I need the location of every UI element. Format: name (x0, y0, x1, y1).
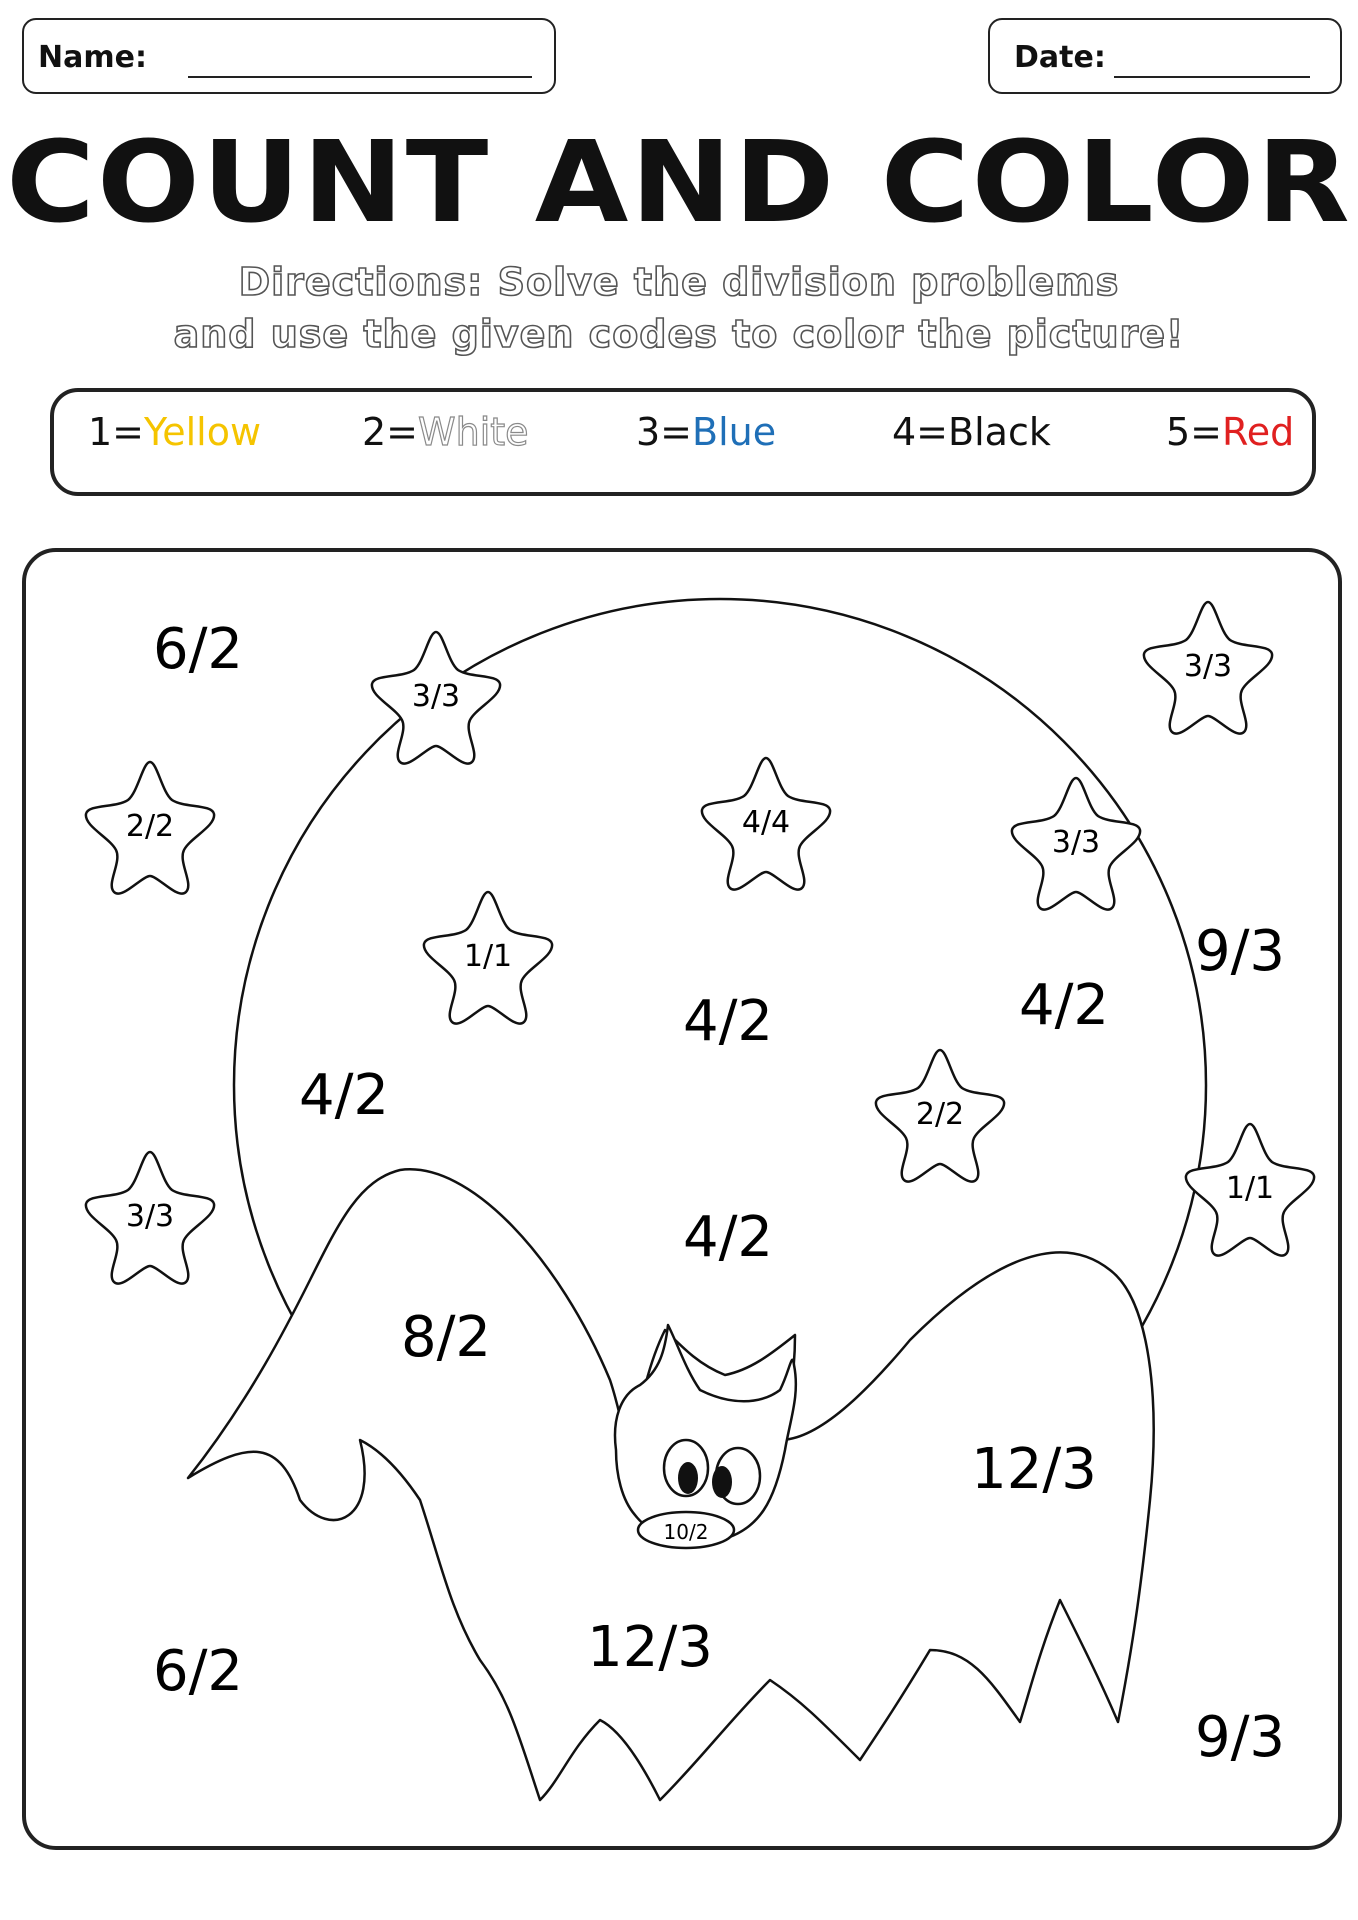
star-problem: 3/3 (1051, 825, 1101, 860)
key-color-red: Red (1222, 410, 1295, 454)
moon-problem: 4/2 (298, 1063, 390, 1128)
star-2[interactable] (1144, 602, 1272, 734)
star-problem: 3/3 (411, 679, 461, 714)
star-problem: 1/1 (463, 939, 513, 974)
star-9[interactable] (1186, 1124, 1314, 1256)
nose-problem: 10/2 (663, 1520, 709, 1544)
key-number: 3= (636, 410, 693, 454)
key-color-yellow: Yellow (144, 410, 262, 454)
directions-line-1: Directions: Solve the division problems (238, 260, 1120, 304)
bat-pupil-right (712, 1466, 732, 1498)
bat-problem: 12/3 (587, 1615, 713, 1680)
moon-problem: 4/2 (682, 989, 774, 1054)
sky-problem: 9/3 (1194, 1705, 1286, 1770)
sky-problem: 9/3 (1194, 919, 1286, 984)
key-color-blue: Blue (692, 410, 777, 454)
page-title: COUNT AND COLOR (6, 118, 1352, 248)
star-problem: 3/3 (125, 1199, 175, 1234)
name-label: Name: (38, 40, 147, 75)
star-problem: 1/1 (1225, 1171, 1275, 1206)
key-number: 2= (362, 410, 419, 454)
key-color-white: White (418, 410, 529, 454)
bat-problem: 8/2 (400, 1305, 492, 1370)
sky-problem: 6/2 (152, 1639, 244, 1704)
star-problem: 2/2 (915, 1097, 965, 1132)
directions-line-2: and use the given codes to color the picture! (173, 312, 1185, 356)
moon-problem: 4/2 (682, 1205, 774, 1270)
star-3[interactable] (86, 762, 214, 894)
key-number: 5= (1166, 410, 1223, 454)
star-problem: 4/4 (741, 805, 791, 840)
key-number: 4= (892, 410, 949, 454)
star-problem: 2/2 (125, 809, 175, 844)
star-8[interactable] (86, 1152, 214, 1284)
key-color-black: Black (948, 410, 1051, 454)
bat-pupil-left (678, 1462, 698, 1494)
key-number: 1= (88, 410, 145, 454)
star-problem: 3/3 (1183, 649, 1233, 684)
bat-problem: 12/3 (971, 1437, 1097, 1502)
moon-problem: 4/2 (1018, 973, 1110, 1038)
sky-problem: 6/2 (152, 617, 244, 682)
date-label: Date: (1014, 40, 1106, 75)
